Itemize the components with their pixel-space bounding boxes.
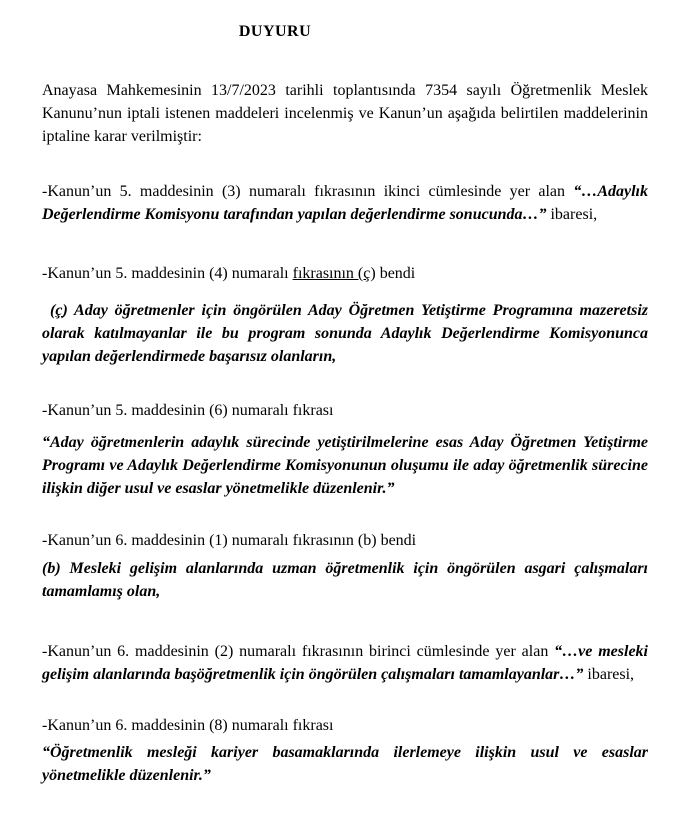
announcement-document [0, 20, 676, 822]
item-law5-clause3-post: ibaresi, [546, 206, 598, 223]
item-law6-clause8 [42, 714, 648, 737]
quote-law6-clause1-text: (b) Mesleki gelişim alanlarında uzman öğretmenlik için öngörülen asgari çalışmaları tamamlamış olan, [42, 560, 648, 600]
item-law6-clause2-quote: “…ve mesleki gelişim alanlarında başöğretmenlik için öngörülen çalışmaları tamamlayanlar…” [42, 643, 648, 683]
document-title [42, 20, 648, 43]
quote-law5-clause4-underlined: ç [55, 302, 63, 319]
item-law5-clause3-pre: -Kanun’un 5. maddesinin (3) numaralı fıkrasının ikinci cümlesinde yer alan [42, 183, 574, 200]
item-law5-clause3-quote: “…Adaylık Değerlendirme Komisyonu tarafından yapılan değerlendirme sonucunda…” [42, 183, 648, 223]
document-title-text: DUYURU [238, 23, 312, 40]
item-law6-clause2 [42, 640, 648, 686]
quote-law6-clause8 [42, 741, 648, 787]
quote-law5-clause6-text: “Aday öğretmenlerin adaylık sürecinde yetiştirilmelerine esas Aday Öğretmen Yetiştirme Programı ve Adaylık Değerlendirme Komisyonunun oluşumu ile aday öğretmenlik sürecine ilişkin diğer usul ve esaslar yönetmelikle düzenlenir.” [42, 434, 648, 497]
item-law5-clause4-post: ) bendi [370, 265, 416, 282]
item-law5-clause4 [42, 262, 648, 285]
item-law5-clause6 [42, 399, 648, 422]
intro-paragraph [42, 79, 648, 148]
item-law5-clause4-underlined: fıkrasının (ç [292, 265, 371, 282]
quote-law5-clause4-open: ( [50, 302, 56, 319]
item-law6-clause1-text: -Kanun’un 6. maddesinin (1) numaralı fıkrasının (b) bendi [42, 532, 417, 549]
item-law5-clause4-pre: -Kanun’un 5. maddesinin (4) numaralı [42, 265, 293, 282]
item-law5-clause6-text: -Kanun’un 5. maddesinin (6) numaralı fıkrası [42, 402, 334, 419]
quote-law5-clause4 [42, 299, 648, 368]
intro-text: Anayasa Mahkemesinin 13/7/2023 tarihli toplantısında 7354 sayılı Öğretmenlik Meslek Kanunu’nun iptali istenen maddeleri incelenmiş ve Kanun’un aşağıda belirtilen maddelerinin iptaline karar verilmiştir: [42, 82, 648, 145]
item-law6-clause8-text: -Kanun’un 6. maddesinin (8) numaralı fıkrası [42, 717, 334, 734]
quote-law5-clause6 [42, 431, 648, 500]
item-law6-clause1 [42, 529, 648, 552]
item-law5-clause3 [42, 180, 648, 226]
item-law6-clause2-pre: -Kanun’un 6. maddesinin (2) numaralı fıkrasının birinci cümlesinde yer alan [42, 643, 555, 660]
quote-law6-clause8-text: “Öğretmenlik mesleği kariyer basamaklarında ilerlemeye ilişkin usul ve esaslar yönetmelikle düzenlenir.” [42, 744, 648, 784]
quote-law5-clause4-text: ) Aday öğretmenler için öngörülen Aday Öğretmen Yetiştirme Programına mazeretsiz olarak katılmayanlar ile bu program sonunda Adaylık Değerlendirme Komisyonunca yapılan değerlendirmede başarısız olanların, [42, 302, 648, 365]
item-law6-clause2-post: ibaresi, [583, 666, 635, 683]
quote-law6-clause1 [42, 557, 648, 603]
